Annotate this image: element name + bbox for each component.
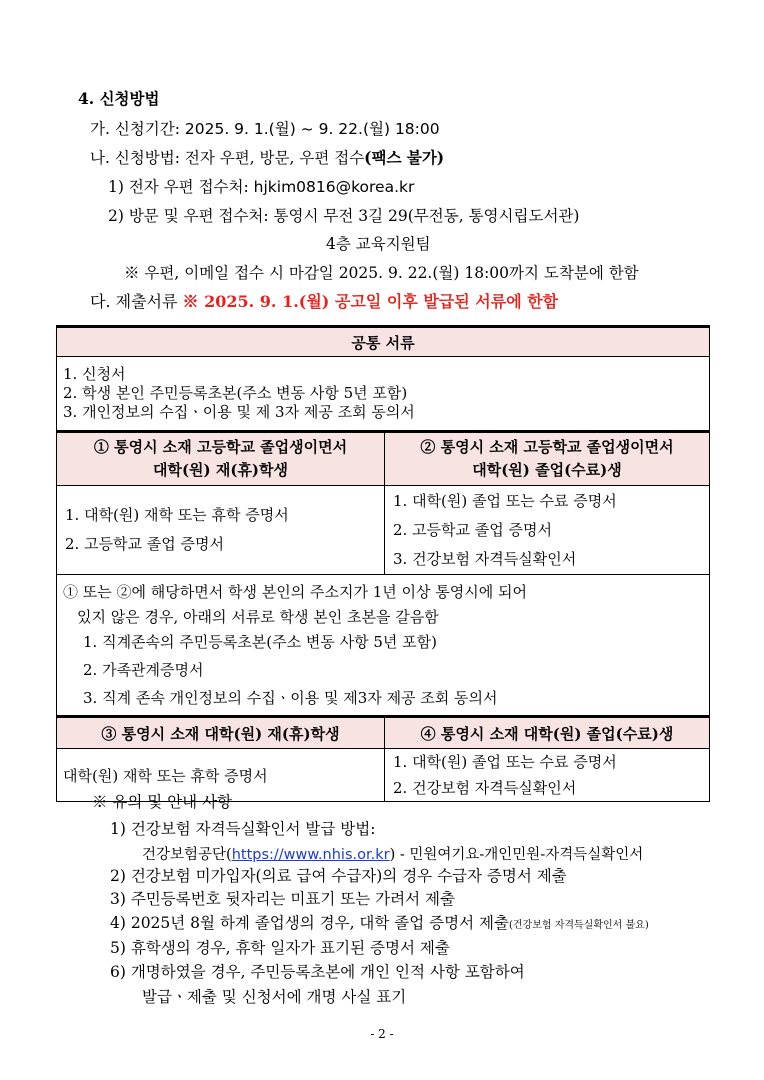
category-4-header: ④ 통영시 소재 대학(원) 졸업(수료)생 [385,717,710,749]
special-case-text: ① 또는 ②에 해당하면서 학생 본인의 주소지가 1년 이상 통영시에 되어 [63,583,527,601]
list-item: 2. 고등학교 졸업 증명서 [65,535,225,553]
period-value: 2025. 9. 1.(월) ~ 9. 22.(월) 18:00 [184,120,440,138]
method-label: 나. 신청방법: 전자 우편, 방문, 우편 접수 [90,149,365,167]
nhis-suffix: ) - 민원여기요-개인민원-자격득실확인서 [389,847,644,863]
notes-title: ※ 유의 및 안내 사항 [92,793,233,811]
submission-docs-line [90,292,558,312]
list-item: 1. 대학(원) 졸업 또는 수료 증명서 [393,491,617,510]
no-fax-note: (팩스 불가) [364,148,445,167]
docs-note: ※ 2025. 9. 1.(월) 공고일 이후 발급된 서류에 한함 [182,292,559,311]
list-item: 1. 대학(원) 재학 또는 휴학 증명서 [65,506,289,524]
docs-label: 다. 제출서류 [90,292,183,311]
special-case-text-cont: 있지 않은 경우, 아래의 서류로 학생 본인 초본을 갈음함 [77,608,439,626]
email-line [108,177,414,197]
category-1-docs [57,486,385,575]
documents-table [56,325,710,802]
category-2-docs [385,486,710,575]
note-text: 4) 2025년 8월 하계 졸업생의 경우, 대학 졸업 증명서 제출 [110,914,509,932]
list-item: 3. 개인정보의 수집ㆍ이용 및 제 3자 제공 조회 동의서 [63,403,415,421]
list-item: 1. 대학(원) 졸업 또는 수료 증명서 [393,753,617,771]
application-period [90,119,440,139]
common-docs-list [57,357,710,432]
category-1-subtitle: 대학(원) 재(휴)학생 [152,461,289,479]
list-item: 1. 직계존속의 주민등록초본(주소 변동 사항 5년 포함) [83,633,437,651]
category-4-docs [385,749,710,802]
visit-line: 2) 방문 및 우편 접수처: 통영시 무전 3길 29(무전동, 통영시립도서관) [108,207,580,225]
nhis-link[interactable]: https://www.nhis.or.kr [231,847,390,863]
email-address: hjkim0816@korea.kr [253,178,415,196]
note-item: 3) 주민등록번호 뒷자리는 미표기 또는 가려서 제출 [110,890,455,908]
note-small-text: (건강보험 자격득실확인서 불요) [508,920,649,931]
visit-line-floor: 4층 교육지원팀 [326,235,431,253]
common-docs-header: 공통 서류 [57,327,710,357]
list-item: 3. 건강보험 자격득실확인서 [393,549,577,568]
note-item-cont: 발급ㆍ제출 및 신청서에 개명 사실 표기 [142,988,407,1006]
deadline-note: ※ 우편, 이메일 접수 시 마감일 2025. 9. 22.(월) 18:00까지 도착분에 한함 [124,264,639,282]
category-3-docs: 대학(원) 재학 또는 휴학 증명서 [57,749,385,802]
note-item [110,913,649,936]
application-method [90,148,444,168]
nhis-prefix: 건강보험공단( [142,847,232,863]
category-1-title: ① 통영시 소재 고등학교 졸업생이면서 [93,438,348,456]
email-label: 1) 전자 우편 접수처: [108,178,254,196]
category-2-subtitle: 대학(원) 졸업(수료)생 [472,461,622,479]
category-2-title: ② 통영시 소재 고등학교 졸업생이면서 [420,438,674,456]
page-number: - 2 - [370,1027,394,1041]
list-item: 2. 고등학교 졸업 증명서 [393,520,553,539]
list-item: 2. 가족관계증명서 [83,661,204,679]
list-item: 2. 학생 본인 주민등록초본(주소 변동 사항 5년 포함) [63,384,408,402]
category-2-header [385,432,710,486]
note-item: 6) 개명하였을 경우, 주민등록초본에 개인 인적 사항 포함하여 [110,963,525,981]
list-item: 1. 신청서 [63,365,126,383]
category-1-header [57,432,385,486]
note-item: 1) 건강보험 자격득실확인서 발급 방법: [110,820,376,838]
period-label: 가. 신청기간: [90,120,185,138]
category-3-header: ③ 통영시 소재 대학(원) 재(휴)학생 [57,717,385,749]
list-item: 2. 건강보험 자격득실확인서 [393,779,577,797]
note-item: 2) 건강보험 미가입자(의료 급여 수급자)의 경우 수급자 증명서 제출 [110,867,567,885]
nhis-instructions [142,845,643,865]
note-item: 5) 휴학생의 경우, 휴학 일자가 표기된 증명서 제출 [110,939,450,957]
section-heading: 4. 신청방법 [78,89,160,108]
special-case-block [57,575,710,717]
list-item: 3. 직계 존속 개인정보의 수집ㆍ이용 및 제3자 제공 조회 동의서 [83,689,498,707]
